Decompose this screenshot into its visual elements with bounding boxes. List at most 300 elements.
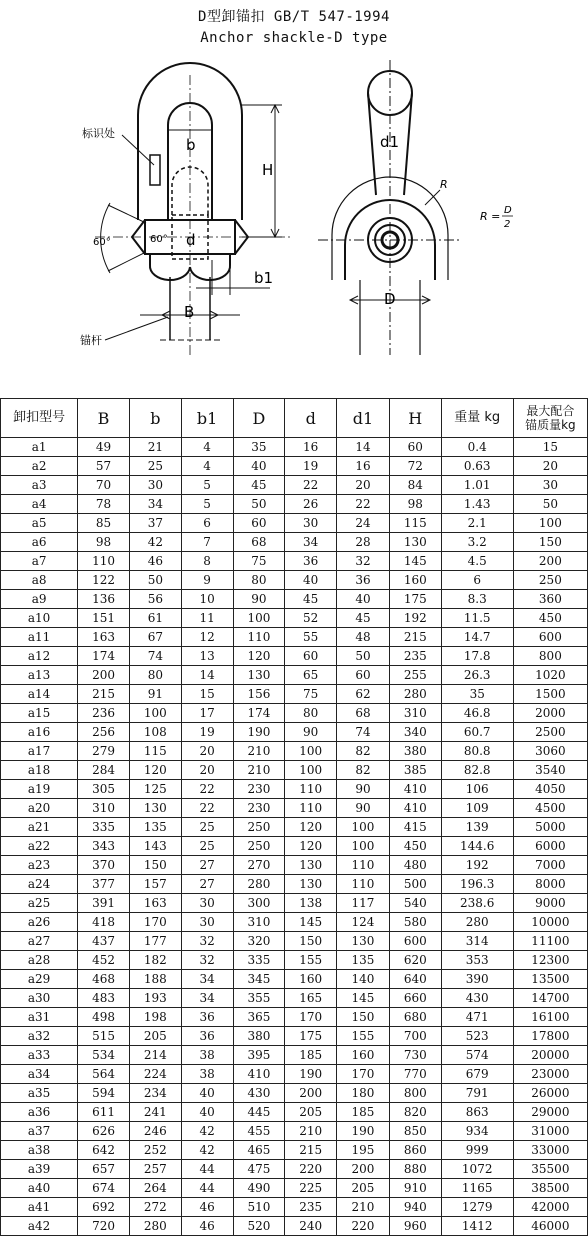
table-cell: 27 bbox=[181, 856, 233, 875]
table-cell: 5 bbox=[181, 476, 233, 495]
table-cell: 574 bbox=[441, 1046, 513, 1065]
table-cell: 42000 bbox=[513, 1198, 587, 1217]
label-d1: d1 bbox=[380, 133, 400, 151]
table-cell: 600 bbox=[513, 628, 587, 647]
table-cell: 30 bbox=[181, 913, 233, 932]
table-cell: 564 bbox=[78, 1065, 130, 1084]
table-cell: 279 bbox=[78, 742, 130, 761]
table-row bbox=[1, 780, 588, 799]
table-row bbox=[1, 1008, 588, 1027]
table-row bbox=[1, 457, 588, 476]
table-cell: 236 bbox=[78, 704, 130, 723]
table-cell: 534 bbox=[78, 1046, 130, 1065]
table-cell: 32 bbox=[337, 552, 390, 571]
table-cell: 12 bbox=[181, 628, 233, 647]
cell-model: a9 bbox=[1, 590, 78, 609]
table-cell: 452 bbox=[78, 951, 130, 970]
table-cell: 46 bbox=[181, 1198, 233, 1217]
table-cell: 674 bbox=[78, 1179, 130, 1198]
table-cell: 246 bbox=[129, 1122, 181, 1141]
table-cell: 284 bbox=[78, 761, 130, 780]
table-cell: 250 bbox=[233, 818, 285, 837]
table-cell: 215 bbox=[78, 685, 130, 704]
table-cell: 34 bbox=[129, 495, 181, 514]
table-row bbox=[1, 666, 588, 685]
table-cell: 78 bbox=[78, 495, 130, 514]
table-cell: 214 bbox=[129, 1046, 181, 1065]
table-cell: 335 bbox=[233, 951, 285, 970]
table-cell: 20 bbox=[337, 476, 390, 495]
table-cell: 600 bbox=[389, 932, 441, 951]
table-cell: 377 bbox=[78, 875, 130, 894]
col-header: d bbox=[285, 399, 337, 438]
table-cell: 29000 bbox=[513, 1103, 587, 1122]
table-cell: 12300 bbox=[513, 951, 587, 970]
table-row bbox=[1, 533, 588, 552]
table-cell: 100 bbox=[513, 514, 587, 533]
table-row bbox=[1, 932, 588, 951]
table-cell: 934 bbox=[441, 1122, 513, 1141]
table-row bbox=[1, 1084, 588, 1103]
formula-R: R = bbox=[480, 210, 501, 223]
table-cell: 50 bbox=[513, 495, 587, 514]
table-cell: 80 bbox=[285, 704, 337, 723]
table-cell: 8 bbox=[181, 552, 233, 571]
table-cell: 84 bbox=[389, 476, 441, 495]
table-row bbox=[1, 685, 588, 704]
table-cell: 235 bbox=[389, 647, 441, 666]
table-cell: 49 bbox=[78, 438, 130, 457]
table-cell: 40 bbox=[285, 571, 337, 590]
table-cell: 110 bbox=[285, 799, 337, 818]
table-cell: 185 bbox=[285, 1046, 337, 1065]
table-cell: 151 bbox=[78, 609, 130, 628]
table-cell: 23000 bbox=[513, 1065, 587, 1084]
table-cell: 174 bbox=[233, 704, 285, 723]
table-cell: 120 bbox=[129, 761, 181, 780]
table-cell: 483 bbox=[78, 989, 130, 1008]
formula-den: 2 bbox=[504, 219, 511, 230]
cell-model: a29 bbox=[1, 970, 78, 989]
table-cell: 540 bbox=[389, 894, 441, 913]
table-cell: 70 bbox=[78, 476, 130, 495]
table-cell: 60 bbox=[337, 666, 390, 685]
table-cell: 175 bbox=[285, 1027, 337, 1046]
label-b1: b1 bbox=[254, 269, 274, 287]
table-cell: 626 bbox=[78, 1122, 130, 1141]
table-cell: 19 bbox=[181, 723, 233, 742]
col-header-max-anchor-mass: 最大配合 锚质量kg bbox=[513, 399, 587, 438]
table-cell: 117 bbox=[337, 894, 390, 913]
table-cell: 19 bbox=[285, 457, 337, 476]
table-cell: 120 bbox=[285, 837, 337, 856]
table-cell: 34 bbox=[181, 970, 233, 989]
table-cell: 60.7 bbox=[441, 723, 513, 742]
table-cell: 45 bbox=[337, 609, 390, 628]
table-cell: 170 bbox=[337, 1065, 390, 1084]
table-cell: 91 bbox=[129, 685, 181, 704]
table-cell: 16100 bbox=[513, 1008, 587, 1027]
table-cell: 498 bbox=[78, 1008, 130, 1027]
table-cell: 205 bbox=[285, 1103, 337, 1122]
table-cell: 343 bbox=[78, 837, 130, 856]
table-cell: 390 bbox=[441, 970, 513, 989]
table-cell: 157 bbox=[129, 875, 181, 894]
table-cell: 108 bbox=[129, 723, 181, 742]
table-cell: 210 bbox=[233, 742, 285, 761]
table-cell: 215 bbox=[285, 1141, 337, 1160]
table-cell: 109 bbox=[441, 799, 513, 818]
table-cell: 210 bbox=[285, 1122, 337, 1141]
table-cell: 2000 bbox=[513, 704, 587, 723]
table-cell: 340 bbox=[389, 723, 441, 742]
table-cell: 0.4 bbox=[441, 438, 513, 457]
table-cell: 190 bbox=[337, 1122, 390, 1141]
table-cell: 150 bbox=[513, 533, 587, 552]
table-cell: 36 bbox=[181, 1008, 233, 1027]
table-cell: 28 bbox=[337, 533, 390, 552]
table-cell: 22 bbox=[337, 495, 390, 514]
table-cell: 660 bbox=[389, 989, 441, 1008]
cell-model: a15 bbox=[1, 704, 78, 723]
label-d: d bbox=[186, 231, 196, 249]
table-cell: 46.8 bbox=[441, 704, 513, 723]
table-cell: 9 bbox=[181, 571, 233, 590]
cell-model: a1 bbox=[1, 438, 78, 457]
table-cell: 335 bbox=[78, 818, 130, 837]
table-cell: 200 bbox=[337, 1160, 390, 1179]
cell-model: a31 bbox=[1, 1008, 78, 1027]
table-cell: 860 bbox=[389, 1141, 441, 1160]
table-cell: 190 bbox=[233, 723, 285, 742]
cell-model: a14 bbox=[1, 685, 78, 704]
table-cell: 40 bbox=[181, 1103, 233, 1122]
table-cell: 200 bbox=[285, 1084, 337, 1103]
table-cell: 124 bbox=[337, 913, 390, 932]
table-cell: 100 bbox=[337, 818, 390, 837]
table-cell: 4 bbox=[181, 438, 233, 457]
table-cell: 1020 bbox=[513, 666, 587, 685]
table-cell: 640 bbox=[389, 970, 441, 989]
table-cell: 880 bbox=[389, 1160, 441, 1179]
table-cell: 490 bbox=[233, 1179, 285, 1198]
table-cell: 72 bbox=[389, 457, 441, 476]
table-cell: 143 bbox=[129, 837, 181, 856]
table-cell: 353 bbox=[441, 951, 513, 970]
table-cell: 38 bbox=[181, 1065, 233, 1084]
cell-model: a17 bbox=[1, 742, 78, 761]
label-angle-outer: 60° bbox=[93, 237, 111, 248]
table-cell: 42 bbox=[129, 533, 181, 552]
table-row bbox=[1, 495, 588, 514]
table-cell: 180 bbox=[337, 1084, 390, 1103]
table-cell: 110 bbox=[337, 856, 390, 875]
table-cell: 26000 bbox=[513, 1084, 587, 1103]
table-cell: 22 bbox=[285, 476, 337, 495]
table-cell: 16 bbox=[285, 438, 337, 457]
col-header: H bbox=[389, 399, 441, 438]
table-cell: 110 bbox=[78, 552, 130, 571]
table-cell: 238.6 bbox=[441, 894, 513, 913]
table-cell: 2.1 bbox=[441, 514, 513, 533]
cell-model: a30 bbox=[1, 989, 78, 1008]
table-cell: 4050 bbox=[513, 780, 587, 799]
cell-model: a2 bbox=[1, 457, 78, 476]
table-cell: 120 bbox=[233, 647, 285, 666]
table-cell: 115 bbox=[389, 514, 441, 533]
table-cell: 220 bbox=[285, 1160, 337, 1179]
table-cell: 27 bbox=[181, 875, 233, 894]
table-cell: 150 bbox=[129, 856, 181, 875]
table-cell: 445 bbox=[233, 1103, 285, 1122]
table-row bbox=[1, 970, 588, 989]
table-cell: 145 bbox=[389, 552, 441, 571]
table-cell: 11 bbox=[181, 609, 233, 628]
table-cell: 471 bbox=[441, 1008, 513, 1027]
table-cell: 4.5 bbox=[441, 552, 513, 571]
table-row bbox=[1, 723, 588, 742]
table-cell: 75 bbox=[285, 685, 337, 704]
table-cell: 74 bbox=[129, 647, 181, 666]
table-cell: 224 bbox=[129, 1065, 181, 1084]
table-cell: 40 bbox=[181, 1084, 233, 1103]
table-cell: 17800 bbox=[513, 1027, 587, 1046]
table-cell: 820 bbox=[389, 1103, 441, 1122]
table-cell: 310 bbox=[389, 704, 441, 723]
table-header-row bbox=[1, 399, 588, 438]
table-cell: 145 bbox=[337, 989, 390, 1008]
table-cell: 46000 bbox=[513, 1217, 587, 1236]
table-cell: 24 bbox=[337, 514, 390, 533]
table-cell: 130 bbox=[285, 856, 337, 875]
table-cell: 455 bbox=[233, 1122, 285, 1141]
table-cell: 9000 bbox=[513, 894, 587, 913]
table-cell: 163 bbox=[129, 894, 181, 913]
table-cell: 135 bbox=[337, 951, 390, 970]
cell-model: a12 bbox=[1, 647, 78, 666]
table-cell: 175 bbox=[389, 590, 441, 609]
table-cell: 692 bbox=[78, 1198, 130, 1217]
table-cell: 410 bbox=[389, 799, 441, 818]
col-header: b1 bbox=[181, 399, 233, 438]
table-cell: 999 bbox=[441, 1141, 513, 1160]
label-R: R bbox=[440, 178, 448, 191]
table-cell: 35 bbox=[441, 685, 513, 704]
table-cell: 1165 bbox=[441, 1179, 513, 1198]
table-cell: 80 bbox=[233, 571, 285, 590]
table-cell: 620 bbox=[389, 951, 441, 970]
table-cell: 40 bbox=[233, 457, 285, 476]
table-cell: 138 bbox=[285, 894, 337, 913]
label-rod: 锚杆 bbox=[80, 334, 102, 347]
table-cell: 36 bbox=[285, 552, 337, 571]
table-cell: 395 bbox=[233, 1046, 285, 1065]
table-cell: 7000 bbox=[513, 856, 587, 875]
table-cell: 680 bbox=[389, 1008, 441, 1027]
cell-model: a11 bbox=[1, 628, 78, 647]
col-header: b bbox=[129, 399, 181, 438]
table-row bbox=[1, 875, 588, 894]
table-cell: 770 bbox=[389, 1065, 441, 1084]
table-cell: 370 bbox=[78, 856, 130, 875]
table-cell: 20 bbox=[181, 761, 233, 780]
table-row bbox=[1, 818, 588, 837]
table-cell: 252 bbox=[129, 1141, 181, 1160]
table-cell: 1412 bbox=[441, 1217, 513, 1236]
table-cell: 130 bbox=[233, 666, 285, 685]
table-row bbox=[1, 1103, 588, 1122]
header bbox=[0, 0, 588, 390]
table-cell: 15 bbox=[513, 438, 587, 457]
table-cell: 480 bbox=[389, 856, 441, 875]
spec-table bbox=[0, 398, 588, 1236]
cell-model: a23 bbox=[1, 856, 78, 875]
table-cell: 130 bbox=[129, 799, 181, 818]
table-cell: 468 bbox=[78, 970, 130, 989]
table-cell: 4500 bbox=[513, 799, 587, 818]
table-cell: 145 bbox=[285, 913, 337, 932]
cell-model: a13 bbox=[1, 666, 78, 685]
table-cell: 90 bbox=[233, 590, 285, 609]
table-cell: 56 bbox=[129, 590, 181, 609]
table-cell: 210 bbox=[233, 761, 285, 780]
table-cell: 255 bbox=[389, 666, 441, 685]
table-cell: 30 bbox=[285, 514, 337, 533]
cell-model: a33 bbox=[1, 1046, 78, 1065]
table-cell: 391 bbox=[78, 894, 130, 913]
table-row bbox=[1, 837, 588, 856]
table-cell: 33000 bbox=[513, 1141, 587, 1160]
table-row bbox=[1, 647, 588, 666]
label-mark: 标识处 bbox=[82, 127, 115, 140]
title-en: Anchor shackle-D type bbox=[200, 30, 388, 46]
table-cell: 863 bbox=[441, 1103, 513, 1122]
table-cell: 57 bbox=[78, 457, 130, 476]
table-cell: 50 bbox=[337, 647, 390, 666]
table-cell: 940 bbox=[389, 1198, 441, 1217]
table-cell: 30 bbox=[181, 894, 233, 913]
table-cell: 14700 bbox=[513, 989, 587, 1008]
table-cell: 200 bbox=[513, 552, 587, 571]
table-row bbox=[1, 1122, 588, 1141]
table-cell: 11.5 bbox=[441, 609, 513, 628]
table-cell: 60 bbox=[389, 438, 441, 457]
table-cell: 100 bbox=[233, 609, 285, 628]
col-header: 卸扣型号 bbox=[1, 399, 78, 438]
table-cell: 100 bbox=[285, 742, 337, 761]
table-cell: 48 bbox=[337, 628, 390, 647]
table-cell: 960 bbox=[389, 1217, 441, 1236]
table-cell: 270 bbox=[233, 856, 285, 875]
table-cell: 125 bbox=[129, 780, 181, 799]
col-header: 重量 kg bbox=[441, 399, 513, 438]
cell-model: a32 bbox=[1, 1027, 78, 1046]
cell-model: a8 bbox=[1, 571, 78, 590]
spec-table-wrap bbox=[0, 398, 588, 1236]
table-cell: 6 bbox=[441, 571, 513, 590]
table-cell: 110 bbox=[233, 628, 285, 647]
table-cell: 193 bbox=[129, 989, 181, 1008]
table-cell: 82.8 bbox=[441, 761, 513, 780]
table-cell: 611 bbox=[78, 1103, 130, 1122]
table-cell: 150 bbox=[285, 932, 337, 951]
table-cell: 594 bbox=[78, 1084, 130, 1103]
table-cell: 198 bbox=[129, 1008, 181, 1027]
table-cell: 1.01 bbox=[441, 476, 513, 495]
table-cell: 190 bbox=[285, 1065, 337, 1084]
table-cell: 60 bbox=[233, 514, 285, 533]
table-cell: 36 bbox=[181, 1027, 233, 1046]
table-cell: 26 bbox=[285, 495, 337, 514]
table-cell: 16 bbox=[337, 457, 390, 476]
table-cell: 20 bbox=[513, 457, 587, 476]
mark-plate bbox=[150, 155, 160, 185]
table-cell: 20000 bbox=[513, 1046, 587, 1065]
table-cell: 165 bbox=[285, 989, 337, 1008]
table-cell: 90 bbox=[285, 723, 337, 742]
table-row bbox=[1, 799, 588, 818]
table-cell: 314 bbox=[441, 932, 513, 951]
table-row bbox=[1, 628, 588, 647]
cell-model: a37 bbox=[1, 1122, 78, 1141]
table-cell: 14 bbox=[337, 438, 390, 457]
table-cell: 220 bbox=[337, 1217, 390, 1236]
table-cell: 46 bbox=[181, 1217, 233, 1236]
table-cell: 250 bbox=[513, 571, 587, 590]
table-cell: 264 bbox=[129, 1179, 181, 1198]
table-cell: 192 bbox=[389, 609, 441, 628]
cell-model: a28 bbox=[1, 951, 78, 970]
table-row bbox=[1, 1217, 588, 1236]
table-cell: 410 bbox=[233, 1065, 285, 1084]
formula-num: D bbox=[504, 205, 512, 216]
table-row bbox=[1, 1046, 588, 1065]
table-cell: 250 bbox=[233, 837, 285, 856]
table-cell: 34 bbox=[285, 533, 337, 552]
table-cell: 310 bbox=[78, 799, 130, 818]
table-cell: 32 bbox=[181, 932, 233, 951]
table-cell: 60 bbox=[285, 647, 337, 666]
table-cell: 37 bbox=[129, 514, 181, 533]
table-cell: 50 bbox=[233, 495, 285, 514]
table-cell: 14.7 bbox=[441, 628, 513, 647]
table-cell: 182 bbox=[129, 951, 181, 970]
table-cell: 74 bbox=[337, 723, 390, 742]
table-cell: 225 bbox=[285, 1179, 337, 1198]
table-cell: 34 bbox=[181, 989, 233, 1008]
cell-model: a40 bbox=[1, 1179, 78, 1198]
table-cell: 115 bbox=[129, 742, 181, 761]
table-cell: 38 bbox=[181, 1046, 233, 1065]
table-row bbox=[1, 1160, 588, 1179]
table-cell: 55 bbox=[285, 628, 337, 647]
table-cell: 205 bbox=[129, 1027, 181, 1046]
table-cell: 36 bbox=[337, 571, 390, 590]
cell-model: a39 bbox=[1, 1160, 78, 1179]
table-cell: 385 bbox=[389, 761, 441, 780]
table-cell: 50 bbox=[129, 571, 181, 590]
table-cell: 67 bbox=[129, 628, 181, 647]
table-cell: 450 bbox=[389, 837, 441, 856]
cell-model: a5 bbox=[1, 514, 78, 533]
cell-model: a35 bbox=[1, 1084, 78, 1103]
table-cell: 230 bbox=[233, 799, 285, 818]
table-cell: 80.8 bbox=[441, 742, 513, 761]
table-row bbox=[1, 704, 588, 723]
table-cell: 196.3 bbox=[441, 875, 513, 894]
table-cell: 280 bbox=[129, 1217, 181, 1236]
table-cell: 14 bbox=[181, 666, 233, 685]
